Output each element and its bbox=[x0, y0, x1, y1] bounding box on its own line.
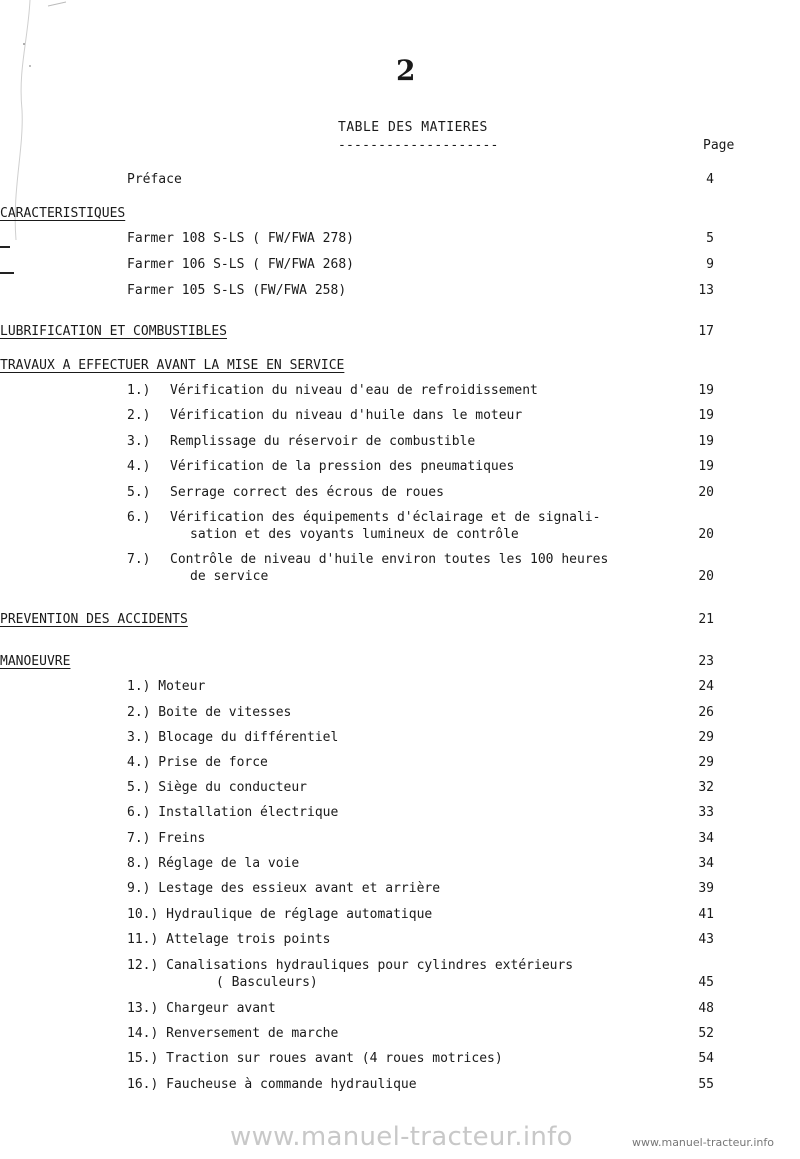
toc-entry-text: Vérification du niveau d'huile dans le moteur bbox=[170, 408, 523, 423]
toc-entry bbox=[0, 526, 800, 544]
toc-entry-text: PREVENTION DES ACCIDENTS bbox=[0, 612, 188, 627]
toc-entry-page: 33 bbox=[698, 805, 714, 820]
toc-entry-text: 15.) Traction sur roues avant (4 roues motrices) bbox=[127, 1051, 503, 1066]
toc-entry-page: 9 bbox=[706, 257, 714, 272]
toc-entry-text: CARACTERISTIQUES bbox=[0, 206, 126, 221]
toc-entry-page: 54 bbox=[698, 1051, 714, 1066]
toc-entry-number: 3.) bbox=[127, 434, 151, 449]
toc-entry-text: 8.) Réglage de la voie bbox=[127, 856, 300, 871]
toc-entry bbox=[0, 729, 800, 747]
toc-entry-page: 45 bbox=[698, 975, 714, 990]
toc-entry-page: 48 bbox=[698, 1001, 714, 1016]
toc-entry bbox=[0, 678, 800, 696]
toc-entry-text: Vérification de la pression des pneumatiques bbox=[170, 459, 515, 474]
toc-section-heading bbox=[0, 205, 800, 223]
toc-entry-text: 6.) Installation électrique bbox=[127, 805, 339, 820]
toc-entry-page: 19 bbox=[698, 434, 714, 449]
toc-entry bbox=[0, 880, 800, 898]
toc-entry bbox=[0, 171, 800, 189]
toc-entry-page: 34 bbox=[698, 856, 714, 871]
toc-entry bbox=[0, 1076, 800, 1094]
toc-entry bbox=[0, 704, 800, 722]
toc-entry-text: Préface bbox=[127, 172, 182, 187]
toc-entry bbox=[0, 1050, 800, 1068]
toc-entry-text: Farmer 106 S-LS ( FW/FWA 268) bbox=[127, 257, 354, 272]
toc-entry bbox=[0, 407, 800, 425]
watermark-small: www.manuel-tracteur.info bbox=[632, 1136, 774, 1149]
toc-entry-text: sation et des voyants lumineux de contrôle bbox=[190, 527, 519, 542]
toc-section-heading bbox=[0, 323, 800, 341]
toc-entry-text: Vérification du niveau d'eau de refroidissement bbox=[170, 383, 538, 398]
toc-entry-number: 5.) bbox=[127, 485, 151, 500]
toc-entry-page: 43 bbox=[698, 932, 714, 947]
toc-entry-page: 39 bbox=[698, 881, 714, 896]
toc-entry-number: 1.) bbox=[127, 383, 151, 398]
toc-entry-text: 7.) Freins bbox=[127, 831, 206, 846]
toc-entry-page: 34 bbox=[698, 831, 714, 846]
toc-entry-text: 16.) Faucheuse à commande hydraulique bbox=[127, 1077, 417, 1092]
toc-entry-text: 12.) Canalisations hydrauliques pour cylindres extérieurs bbox=[127, 958, 574, 973]
toc-section-heading bbox=[0, 653, 800, 671]
toc-section-heading bbox=[0, 611, 800, 629]
toc-entry-text: 14.) Renversement de marche bbox=[127, 1026, 339, 1041]
toc-entry-text: 11.) Attelage trois points bbox=[127, 932, 331, 947]
toc-entry-page: 26 bbox=[698, 705, 714, 720]
toc-entry bbox=[0, 1000, 800, 1018]
toc-entry-page: 21 bbox=[698, 612, 714, 627]
toc-entry-text: 4.) Prise de force bbox=[127, 755, 268, 770]
toc-entry-page: 19 bbox=[698, 459, 714, 474]
toc-entry-page: 23 bbox=[698, 654, 714, 669]
toc-entry-text: 1.) Moteur bbox=[127, 679, 206, 694]
toc-entry bbox=[0, 568, 800, 586]
toc-entry-page: 55 bbox=[698, 1077, 714, 1092]
toc-entry bbox=[0, 433, 800, 451]
toc-entry-page: 17 bbox=[698, 324, 714, 339]
toc-entry-text: 9.) Lestage des essieux avant et arrière bbox=[127, 881, 441, 896]
toc-entry-text: LUBRIFICATION ET COMBUSTIBLES bbox=[0, 324, 227, 339]
toc-entry-page: 24 bbox=[698, 679, 714, 694]
page-column-header: Page bbox=[703, 138, 735, 153]
toc-entry bbox=[0, 754, 800, 772]
toc-entry-text: Serrage correct des écrous de roues bbox=[170, 485, 444, 500]
toc-entry-page: 5 bbox=[706, 231, 714, 246]
toc-entry bbox=[0, 484, 800, 502]
toc-section-heading bbox=[0, 357, 800, 375]
toc-entry-text: Contrôle de niveau d'huile environ toutes les 100 heures bbox=[170, 552, 609, 567]
toc-entry-page: 4 bbox=[706, 172, 714, 187]
toc-entry-page: 29 bbox=[698, 755, 714, 770]
toc-entry-page: 32 bbox=[698, 780, 714, 795]
toc-entry-text: Farmer 108 S-LS ( FW/FWA 278) bbox=[127, 231, 354, 246]
toc-entry-page: 20 bbox=[698, 485, 714, 500]
toc-entry bbox=[0, 779, 800, 797]
toc-entry-text: Remplissage du réservoir de combustible bbox=[170, 434, 476, 449]
toc-entry bbox=[0, 282, 800, 300]
toc-entry-page: 20 bbox=[698, 527, 714, 542]
toc-entry-page: 19 bbox=[698, 408, 714, 423]
toc-entry-text: Farmer 105 S-LS (FW/FWA 258) bbox=[127, 283, 347, 298]
toc-entry bbox=[0, 382, 800, 400]
toc-entry bbox=[0, 458, 800, 476]
toc-entry bbox=[0, 855, 800, 873]
toc-entry bbox=[0, 230, 800, 248]
toc-entry-text: 10.) Hydraulique de réglage automatique bbox=[127, 907, 433, 922]
toc-entry-text: Vérification des équipements d'éclairage et de signali- bbox=[170, 510, 601, 525]
toc-entry-page: 52 bbox=[698, 1026, 714, 1041]
toc-entry-page: 19 bbox=[698, 383, 714, 398]
toc-entry-number: 4.) bbox=[127, 459, 151, 474]
toc-entry-text: 3.) Blocage du différentiel bbox=[127, 730, 339, 745]
watermark-large: www.manuel-tracteur.info bbox=[230, 1122, 573, 1152]
toc-entry-number: 6.) bbox=[127, 510, 151, 525]
page-number: 2 bbox=[396, 54, 416, 87]
toc-entry-number: 7.) bbox=[127, 552, 151, 567]
toc-title: TABLE DES MATIERES bbox=[338, 120, 488, 135]
toc-entry bbox=[0, 256, 800, 274]
toc-entry bbox=[0, 974, 800, 992]
toc-entry-text: ( Basculeurs) bbox=[216, 975, 318, 990]
toc-entry-text: 5.) Siège du conducteur bbox=[127, 780, 308, 795]
toc-entry bbox=[0, 906, 800, 924]
toc-entry bbox=[0, 830, 800, 848]
toc-entry bbox=[0, 931, 800, 949]
toc-entry bbox=[0, 551, 800, 569]
toc-entry bbox=[0, 1025, 800, 1043]
toc-entry-number: 2.) bbox=[127, 408, 151, 423]
toc-entry-text: TRAVAUX A EFFECTUER AVANT LA MISE EN SERVICE bbox=[0, 358, 345, 373]
toc-entry-page: 20 bbox=[698, 569, 714, 584]
toc-entry bbox=[0, 957, 800, 975]
toc-entry-text: MANOEUVRE bbox=[0, 654, 71, 669]
toc-entry bbox=[0, 509, 800, 527]
toc-entry-text: de service bbox=[190, 569, 269, 584]
toc-title-rule: -------------------- bbox=[338, 138, 499, 153]
toc-entry-text: 13.) Chargeur avant bbox=[127, 1001, 276, 1016]
toc-entry-page: 29 bbox=[698, 730, 714, 745]
toc-entry-page: 41 bbox=[698, 907, 714, 922]
toc-entry-page: 13 bbox=[698, 283, 714, 298]
toc-entry bbox=[0, 804, 800, 822]
toc-entry-text: 2.) Boite de vitesses bbox=[127, 705, 292, 720]
